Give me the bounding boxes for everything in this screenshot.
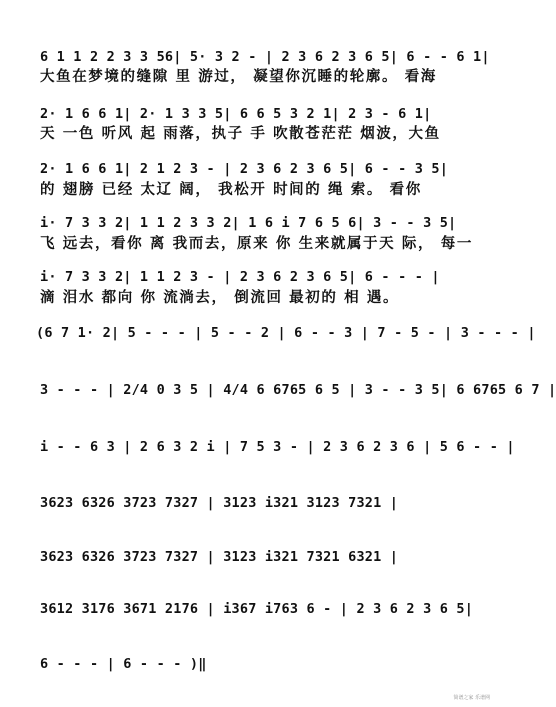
- notation-line: 6 1 1 2 2 3 3 56| 5· 3 2 - | 2 3 6 2 3 6 5| 6 - - 6 1|: [40, 49, 490, 65]
- lyrics-line: 天 一色 听风 起 雨落，执子 手 吹散苍茫茫 烟波，大鱼: [40, 125, 441, 142]
- interlude-line: 6 - - - | 6 - - - )‖: [40, 656, 207, 672]
- interlude-line: 3623 6326 3723 7327 | 3123 i321 3123 7321 |: [40, 495, 399, 511]
- interlude-line: 3 - - - | 2/4 0 3 5 | 4/4 6 6765 6 5 | 3 - - 3 5| 6 6765 6 7 |: [40, 382, 556, 398]
- interlude-line: (6 7 1· 2| 5 - - - | 5 - - 2 | 6 - - 3 | 7 - 5 - | 3 - - - |: [36, 325, 536, 341]
- notation-line: i· 7 3 3 2| 1 1 2 3 3 2| 1 6 i 7 6 5 6| 3 - - 3 5|: [40, 215, 457, 231]
- lyrics-line: 滴 泪水 都向 你 流淌去， 倒流回 最初的 相 遇。: [40, 289, 400, 306]
- notation-line: i· 7 3 3 2| 1 1 2 3 - | 2 3 6 2 3 6 5| 6 - - - |: [40, 269, 440, 285]
- notation-line: 2· 1 6 6 1| 2· 1 3 3 5| 6 6 5 3 2 1| 2 3 - 6 1|: [40, 106, 432, 122]
- footer-watermark: 简谱之家 乐谱网: [453, 695, 490, 701]
- notation-line: 2· 1 6 6 1| 2 1 2 3 - | 2 3 6 2 3 6 5| 6 - - 3 5|: [40, 161, 449, 177]
- lyrics-line: 的 翅膀 已经 太辽 阔， 我松开 时间的 绳 索。 看你: [40, 181, 422, 198]
- interlude-line: 3612 3176 3671 2176 | i367 i763 6 - | 2 3 6 2 3 6 5|: [40, 601, 474, 617]
- lyrics-line: 飞 远去，看你 离 我而去，原来 你 生来就属于天 际， 每一: [40, 235, 473, 252]
- lyrics-line: 大鱼在梦境的缝隙 里 游过， 凝望你沉睡的轮廓。 看海: [40, 68, 437, 85]
- interlude-line: 3623 6326 3723 7327 | 3123 i321 7321 6321 |: [40, 549, 399, 565]
- interlude-line: i - - 6 3 | 2 6 3 2 i | 7 5 3 - | 2 3 6 2 3 6 | 5 6 - - |: [40, 439, 515, 455]
